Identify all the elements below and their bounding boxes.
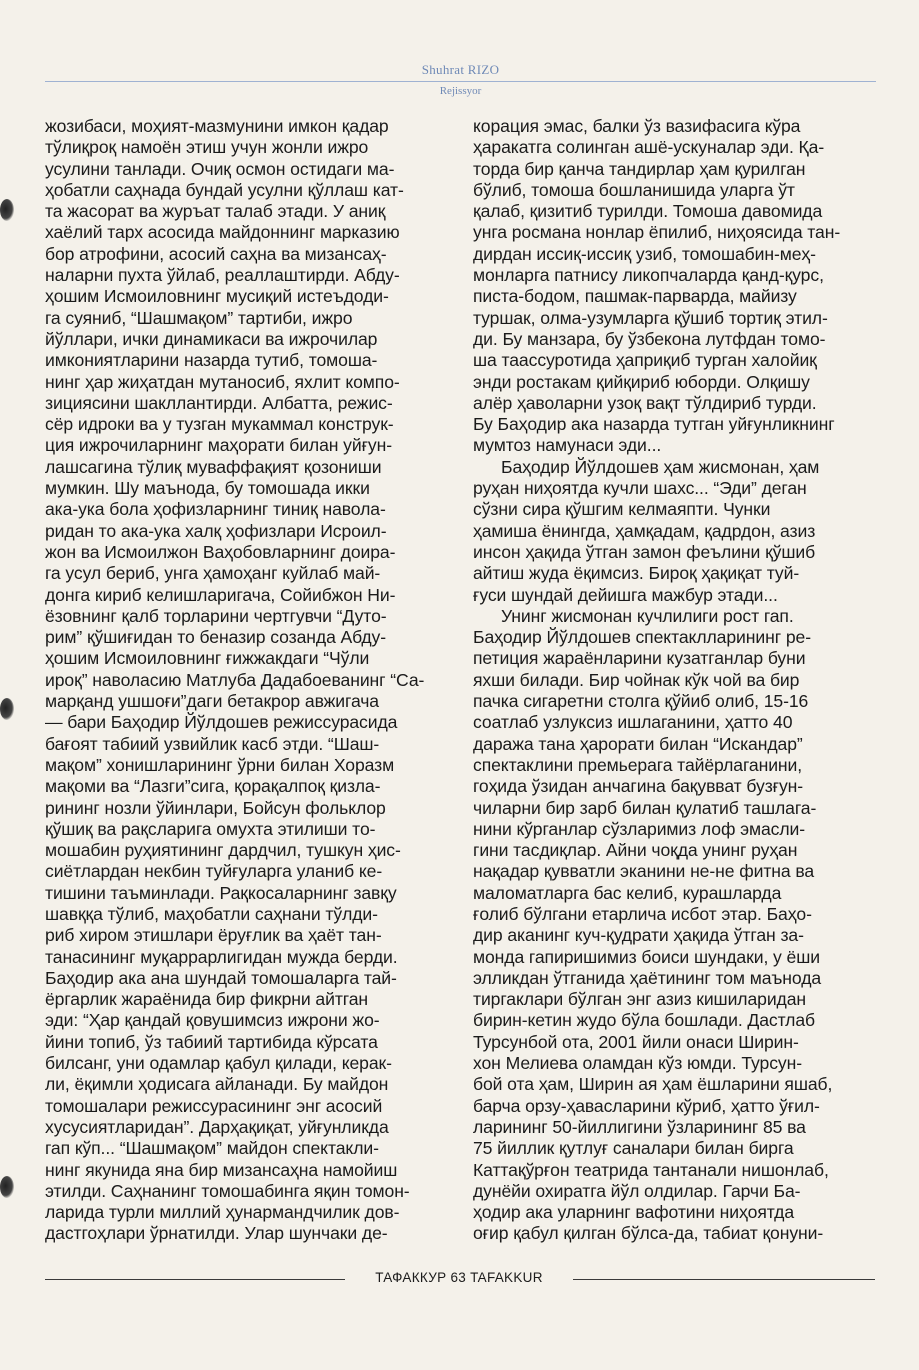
text-line: барча орзу-ҳавасларини кўриб, ҳатто ўғил- [473,1095,820,1116]
text-line: сиётлардан некбин туйғуларга уланиб ке- [45,861,383,882]
text-line: ёзовнинг қалб торларини чертгувчи “Дуто- [45,605,387,626]
text-line: мақоми ва “Лазги”сига, қорақалпоқ қизла- [45,776,381,797]
text-line: маломатларга бас келиб, курашларда [473,882,782,903]
text-line: лашсагина тўлиқ муваффақият қозониши [45,456,382,477]
text-line: мошабин руҳиятининг дардчил, тушкун ҳис- [45,840,401,861]
binder-hole-bottom [0,1176,14,1198]
text-line: чиларни бир зарб билан қулатиб ташлага- [473,797,817,818]
text-line: дир аканинг куч-қудрати ҳақида ўтган за- [473,925,804,946]
text-line: ди. Бу манзара, бу ўзбекона лутфдан томо- [473,328,826,349]
text-line: гоҳида ўзидан анчагина бақувват бузғун- [473,776,804,797]
text-line: бағоят табиий узвийлик касб этди. “Шаш- [45,733,380,754]
text-line: — бари Баҳодир Йўлдошев режиссурасида [45,712,398,733]
text-line: риб хиром этишлари ёруғлик ва ҳаёт тан- [45,925,382,946]
text-line: ҳодир ака уларнинг вафотини ниҳоятда [473,1202,795,1223]
text-line: пачка сигаретни столга қўйиб олиб, 15-16 [473,691,809,712]
text-line: ироқ” наволасию Матлуба Дадабоеванинг “Са- [45,669,425,690]
text-line: дирдан иссиқ-иссиқ узиб, томошабин-меҳ- [473,243,816,264]
text-line: томошалари режиссурасининг энг асосий [45,1095,383,1116]
page-footer [45,1268,875,1288]
header-role: Rejissyor [439,85,482,97]
text-line: монларга патнису ликопчаларда қанд-қурс, [473,265,824,286]
text-line: қўшиқ ва рақсларига омухта этилиши то- [45,818,376,839]
footer-rule-right [573,1279,875,1280]
text-line: алёр ҳаволарни узоқ вақт тўлдириб турди. [473,392,817,413]
text-line: корация эмас, балки ўз вазифасига кўра [473,116,801,136]
text-column-left [45,116,452,1245]
text-line: ҳошим Исмоиловнинг ғижжакдаги “Чўли [45,648,370,669]
text-line: яхши билади. Бир чойнак кўк чой ва бир [473,669,800,690]
text-line: энди ростакам қийқириб юборди. Олқишу [473,371,810,392]
text-line: зициясини шакллантирди. Албатта, режис- [45,392,393,413]
text-line: йини топиб, ўз табиий тартибида кўрсата [45,1031,378,1052]
text-line: нақадар қувватли эканини не-не фитна ва [473,861,815,882]
text-line: бор атрофини, асосий саҳна ва мизансаҳ- [45,243,387,264]
text-line: инсон ҳақида ўтган замон феълини қўшиб [473,541,816,562]
text-line: монда гапиришимиз боиси шундаки, у ёши [473,946,820,967]
text-line: гап кўп... “Шашмақом” майдон спектакли- [45,1138,379,1159]
text-line: усулини танлади. Очиқ осмон остидаги ма- [45,158,395,179]
text-line: наларни пухта ўйлаб, реаллаштирди. Абду- [45,265,400,286]
text-line: ака-ука бола ҳофизларнинг тиниқ навола- [45,499,386,520]
text-line: торда бир қанча тандирлар ҳам қурилган [473,158,806,179]
text-line: билсанг, уни одамлар қабул қилади, керак- [45,1053,392,1074]
text-line: этилди. Саҳнанинг томошабинга яқин томон- [45,1180,410,1201]
text-line: оғир қабул қилган бўлса-да, табиат қонуни- [473,1223,824,1244]
text-line: ларининг 50-йиллигини ўзларининг 85 ва [473,1116,806,1137]
text-line: элликдан ўтганида ҳаётининг том маънода [473,967,822,988]
text-line: даража тана ҳарорати билан “Искандар” [473,733,803,754]
text-line: бўлиб, томоша бошланишида уларга ўт [473,179,795,200]
text-line: мақом” хонишларининг ўрни билан Хоразм [45,754,395,775]
text-line: спектаклини премьерага тайёрлаганини, [473,754,803,775]
text-line: дастгоҳлари ўрнатилди. Улар шунчаки де- [45,1223,388,1244]
binder-hole-top [0,199,14,221]
text-line: та жасорат ва журъат талаб этади. У аниқ [45,201,386,222]
text-line: хусусиятларидан”. Дарҳақиқат, уйғунликда [45,1116,389,1137]
text-line: йўллари, ички динамикаси ва ижрочилар [45,328,378,349]
text-line: танасининг муқаррарлигидан мужда берди. [45,946,398,967]
header-rule [45,81,876,82]
page-header [45,62,876,97]
text-line: сёр идроки ва у тузган мукаммал конструк- [45,414,394,435]
text-line: хон Мелиева оламдан кўз юмди. Турсун- [473,1053,802,1074]
text-line: тишини таъминлади. Рақкосаларнинг завқу [45,882,397,903]
text-line: имкониятларини назарда тутиб, томоша- [45,350,378,371]
text-line: ҳаракатга солинган ашё-ускуналар эди. Қа- [473,137,825,158]
text-line: ша таассуротида ҳаприқиб турган халойиқ [473,350,817,371]
text-line: мумтоз намунаси эди... [473,435,662,456]
header-author: Shuhrat RIZO [421,62,500,77]
text-line: дунёйи охиратга йўл олдилар. Гарчи Ба- [473,1180,801,1201]
text-line: ция ижрочиларнинг маҳорати билан уйғун- [45,435,392,456]
text-line: ёргарлик жараёнида бир фикрни айтган [45,989,369,1010]
text-line: Баҳодир Йўлдошев ҳам жисмонан, ҳам [501,456,820,477]
text-line: ларида турли миллий ҳунармандчилик дов- [45,1202,400,1223]
text-line: Бу Баҳодир ака назарда тутган уйғунликнинг [473,414,835,435]
text-line: гини тасдиқлар. Айни чоқда унинг руҳан [473,840,798,861]
text-line: соатлаб узлуксиз ишлаганини, ҳатто 40 [473,712,793,733]
text-line: 75 йиллик қутлуғ саналари билан бирга [473,1138,794,1159]
text-line: рининг нозли ўйинлари, Бойсун фольклор [45,797,386,818]
footer-page-label: ТАФАККУР 63 TAFAKKUR [375,1270,543,1285]
text-line: Каттақўрғон театрида тантанали нишонлаб, [473,1159,829,1180]
text-column-right [473,116,880,1245]
text-line: туршак, олма-узумларга қўшиб тортиқ этил- [473,307,828,328]
text-line: га суяниб, “Шашмақом” тартиби, ижро [45,307,353,328]
text-line: ли, ёқимли ҳодисага айланади. Бу майдон [45,1074,389,1095]
text-line: ҳамиша ёнингда, ҳамқадам, қадрдон, азиз [473,520,816,541]
binder-hole-middle [0,698,14,720]
footer-rule-left [45,1279,345,1280]
text-line: ридан то ака-ука халқ ҳофизлари Исроил- [45,520,387,541]
text-line: Баҳодир ака ана шундай томошаларга тай- [45,967,397,988]
text-line: петиция жараёнларини кузатганлар буни [473,648,806,669]
text-line: Унинг жисмонан кучлилиги рост гап. [501,605,794,626]
text-line: писта-бодом, пашмак-парварда, майизу [473,286,797,307]
text-line: га усул бериб, унга ҳамоҳанг куйлаб май- [45,563,381,584]
text-line: қалаб, қизитиб турилди. Томоша давомида [473,201,823,222]
text-line: марқанд ушшоғи”даги бетакрор авжигача [45,691,379,712]
text-line: нинг ҳар жиҳатдан мутаносиб, яхлит компо- [45,371,400,392]
text-line: рим” қўшиғидан то беназир созанда Абду- [45,627,386,648]
text-line: мумкин. Шу маънода, бу томошада икки [45,478,370,499]
text-line: унга росмана нонлар ёпилиб, ниҳоясида тан- [473,222,841,243]
text-line: тиргаклари бўлган энг азиз кишиларидан [473,989,807,1010]
text-line: донга кириб келишларигача, Сойибжон Ни- [45,584,396,605]
text-line: жон ва Исмоилжон Ваҳобовларнинг доира- [45,541,396,562]
text-line: жозибаси, моҳият-мазмунини имкон қадар [45,116,389,136]
text-line: Баҳодир Йўлдошев спектаклларининг ре- [473,627,811,648]
text-line: эди: “Ҳар қандай қовушимсиз ижрони жо- [45,1010,380,1031]
text-line: ғуси шундай дейишга мажбур этади... [473,584,778,605]
text-line: руҳан ниҳоятда кучли шахс... “Эди” деган [473,478,807,499]
text-line: нини кўрганлар сўзларимиз лоф эмасли- [473,818,806,839]
text-line: хаёлий тарх асосида майдоннинг марказию [45,222,400,243]
text-line: ҳобатли саҳнада бундай усулни қўллаш кат- [45,179,404,200]
text-line: нинг якунида яна бир мизансаҳна намойиш [45,1159,398,1180]
text-line: айтиш жуда ёқимсиз. Бироқ ҳақиқат туй- [473,563,800,584]
text-line: сўзни сира қўшгим келмаяпти. Чунки [473,499,771,520]
text-line: Турсунбой ота, 2001 йили онаси Ширин- [473,1031,799,1052]
text-line: шавққа тўлиб, маҳобатли саҳнани тўлди- [45,903,378,924]
text-line: ҳошим Исмоиловнинг мусиқий истеъдоди- [45,286,389,307]
text-line: ғолиб бўлгани етарлича исбот этар. Баҳо- [473,903,812,924]
text-line: бой ота ҳам, Ширин ая ҳам ёшларини яшаб, [473,1074,833,1095]
text-line: бирин-кетин жудо бўла бошлади. Дастлаб [473,1010,816,1031]
text-line: тўлиқроқ намоён этиш учун жонли ижро [45,137,369,158]
